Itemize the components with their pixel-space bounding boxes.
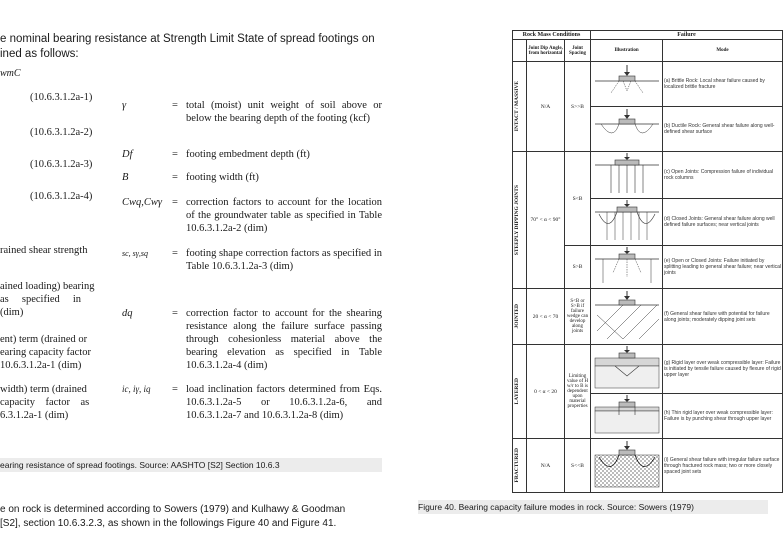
- formula-fragment: wmC: [0, 68, 21, 79]
- dip-cell: 70° < α < 90°: [527, 152, 565, 289]
- definition-symbol: B: [122, 172, 129, 183]
- spacing-cell: S>>B: [565, 62, 591, 152]
- eq-ref-3: (10.6.3.1.2a-3): [30, 159, 93, 170]
- definition-text: load inclination factors determined from Eqs. 10.6.3.1.2a-5 or 10.6.3.1.2a-6, and 10.6.3.1.2a-7 and 10.6.3.1.2a-8 (dim): [186, 384, 382, 421]
- header-illustration: Illustration: [591, 40, 663, 62]
- equals-sign: =: [172, 248, 178, 259]
- definition-text: correction factors to account for the location of the groundwater table as specified in Table 10.6.3.1.2a-2 (dim): [186, 197, 382, 234]
- definition-text: correction factor to account for the shearing resistance along the failure surface passing through cohesionless material above the bearing elevation as specified in Table 10.6.3.1.2a-4 (dim): [186, 308, 382, 371]
- definition-text: total (moist) unit weight of soil above or below the bearing depth of the footing (kcf): [186, 100, 382, 124]
- fragment-text: ent) term (drained or: [0, 334, 88, 345]
- intro-line-2: ined as follows:: [0, 48, 79, 60]
- mode-a: (a) Brittle Rock: Local shear failure caused by localized brittle fracture: [663, 62, 783, 107]
- spacing-cell: Limiting value of H w/r to B is dependent upon material properties: [565, 345, 591, 439]
- mode-h: (h) Thin rigid layer over weak compressible layer: Failure is by punching shear through upper layer: [663, 394, 783, 439]
- fractured-diagram: [593, 441, 661, 489]
- definition-gamma: [122, 99, 382, 139]
- fragment-text: as specified in: [0, 294, 82, 305]
- definition-text: footing shape correction factors as specified in Table 10.6.3.1.2a-3 (dim): [186, 248, 382, 272]
- ductile-rock-diagram: [593, 108, 661, 148]
- table-caption: earing resistance of spread footings. Source: AASHTO [S2] Section 10.6.3: [0, 458, 382, 472]
- definition-symbol: γ: [122, 100, 127, 111]
- thin-layer-diagram: [593, 395, 661, 435]
- equals-sign: =: [172, 384, 178, 395]
- failure-modes-figure: [512, 30, 782, 500]
- illustration-h: [591, 394, 663, 439]
- dip-cell: 0 < α < 20: [527, 345, 565, 439]
- figure-caption: Figure 40. Bearing capacity failure modes in rock. Source: Sowers (1979): [418, 500, 768, 514]
- eq-ref-2: (10.6.3.1.2a-2): [30, 127, 93, 138]
- group-label-jointed: [513, 289, 527, 345]
- header-rock-mass-conditions: Rock Mass Conditions: [513, 31, 591, 40]
- jointed-diagram: [593, 291, 661, 341]
- definition-dq: [122, 307, 382, 371]
- definition-b: [122, 171, 382, 185]
- brittle-rock-diagram: [593, 63, 661, 103]
- spacing-cell: S<B: [565, 152, 591, 246]
- definition-cwq: [122, 196, 382, 236]
- group-label-layered: [513, 345, 527, 439]
- illustration-g: [591, 345, 663, 394]
- group-label-steep: [513, 152, 527, 289]
- equals-sign: =: [172, 100, 178, 111]
- fragment-text: ained loading) bearing: [0, 281, 95, 292]
- definition-df: [122, 148, 382, 162]
- equals-sign: =: [172, 308, 178, 319]
- group-name: INTACT / MASSIVE: [514, 81, 520, 132]
- illustration-d: [591, 199, 663, 246]
- mode-i: (i) General shear failure with irregular failure surface through fractured rock mass; two or more closely spaced joint sets: [663, 439, 783, 493]
- definition-text: footing width (ft): [186, 172, 259, 183]
- definition-symbol: dq: [122, 308, 133, 319]
- group-label-intact: [513, 62, 527, 152]
- illustration-b: [591, 107, 663, 152]
- dip-cell: N/A: [527, 439, 565, 493]
- splitting-diagram: [593, 247, 661, 285]
- group-name: LAYERED: [514, 378, 520, 405]
- illustration-i: [591, 439, 663, 493]
- mode-f: (f) General shear failure with potential for failure along joints; moderately dipping joint sets: [663, 289, 783, 345]
- intro-paragraph: [0, 32, 385, 62]
- illustration-f: [591, 289, 663, 345]
- equals-sign: =: [172, 197, 178, 208]
- definition-symbol: sc, sγ,sq: [122, 249, 149, 258]
- group-name: STEEPLY DIPPING JOINTS: [514, 184, 520, 256]
- mode-d: (d) Closed Joints: General shear failure along well defined failure surfaces; near vertical joints: [663, 199, 783, 246]
- header-joint-spacing: Joint Spacing: [565, 40, 591, 62]
- fragment-text: capacity factor as: [0, 397, 90, 408]
- definition-symbol: ic, iγ, iq: [122, 384, 151, 394]
- eq-ref-1: (10.6.3.1.2a-1): [30, 92, 93, 103]
- eq-ref-4: (10.6.3.1.2a-4): [30, 191, 93, 202]
- definition-inclination: [122, 383, 382, 423]
- equals-sign: =: [172, 149, 178, 160]
- spacing-cell: S<<B: [565, 439, 591, 493]
- definition-shape: [122, 247, 382, 275]
- illustration-c: [591, 152, 663, 199]
- definition-symbol: Cwq,Cwγ: [122, 197, 163, 208]
- header-blank: [513, 40, 527, 62]
- illustration-e: [591, 246, 663, 289]
- definition-text: footing embedment depth (ft): [186, 149, 310, 160]
- fragment-text: rained shear strength: [0, 245, 88, 256]
- mode-e: (e) Open or Closed Joints: Failure initiated by splitting leading to general shear failure; near vertical joints: [663, 246, 783, 289]
- mode-c: (c) Open Joints: Compression failure of individual rock columns: [663, 152, 783, 199]
- dip-cell: N/A: [527, 62, 565, 152]
- fragment-text: 6.3.1.2a-1 (dim): [0, 410, 69, 421]
- group-name: FRACTURED: [514, 448, 520, 483]
- mode-g: (g) Rigid layer over weak compressible layer: Failure is initiated by tensile failure caused by flexure of rigid upper layer: [663, 345, 783, 394]
- paragraph: [0, 503, 385, 531]
- paragraph-line-1: e on rock is determined according to Sowers (1979) and Kulhawy & Goodman: [0, 504, 346, 515]
- fragment-text: width) term (drained: [0, 384, 87, 395]
- illustration-a: [591, 62, 663, 107]
- failure-modes-table: [512, 30, 783, 493]
- closed-joints-diagram: [593, 200, 661, 242]
- fragment-text: (dim): [0, 307, 24, 318]
- group-label-fractured: [513, 439, 527, 493]
- fragment-text: earing capacity factor: [0, 347, 91, 358]
- paragraph-line-2: [S2], section 10.6.3.2.3, as shown in the followings Figure 40 and Figure 41.: [0, 518, 337, 529]
- header-failure: Failure: [591, 31, 783, 40]
- intro-line-1: e nominal bearing resistance at Strength Limit State of spread footings on: [0, 33, 375, 45]
- open-joints-diagram: [593, 153, 661, 195]
- spacing-cell: S>B: [565, 246, 591, 289]
- equals-sign: =: [172, 172, 178, 183]
- dip-cell: 20 < α < 70: [527, 289, 565, 345]
- rigid-layer-diagram: [593, 346, 661, 390]
- definition-symbol: Df: [122, 149, 133, 160]
- fragment-text: 10.6.3.1.2a-1 (dim): [0, 360, 82, 371]
- header-mode: Mode: [663, 40, 783, 62]
- group-name: JOINTED: [514, 304, 520, 329]
- mode-b: (b) Ductile Rock: General shear failure along well-defined shear surface: [663, 107, 783, 152]
- spacing-cell: S<B or S>B if failure wedge can develop along joints: [565, 289, 591, 345]
- header-joint-dip: Joint Dip Angle, from horizontal: [527, 40, 565, 62]
